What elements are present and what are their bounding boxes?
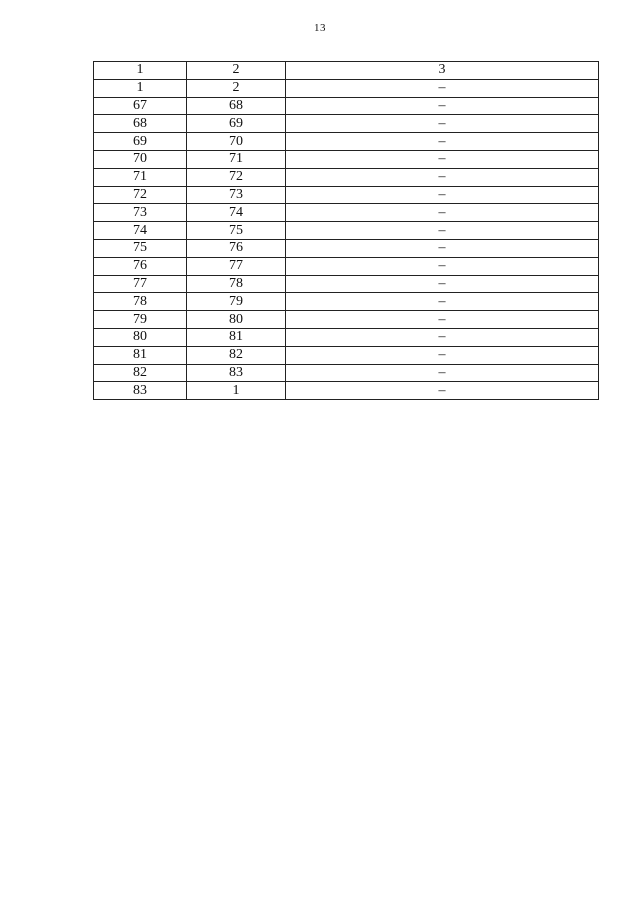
table-cell-col-2: 73	[187, 186, 286, 204]
table-cell-col-1: 67	[94, 97, 187, 115]
table-cell-col-1: 83	[94, 382, 187, 400]
table-cell-col-1: 71	[94, 168, 187, 186]
header-cell-3: 3	[286, 62, 599, 80]
table-cell-col-1: 69	[94, 133, 187, 151]
table-cell-col-2: 68	[187, 97, 286, 115]
table-row	[94, 239, 599, 257]
table-cell-col-2: 72	[187, 168, 286, 186]
table-cell-col-3: –	[286, 222, 599, 240]
table-row	[94, 204, 599, 222]
table-row	[94, 168, 599, 186]
table-cell-col-1: 75	[94, 239, 187, 257]
table-cell-col-2: 75	[187, 222, 286, 240]
table-cell-col-3: –	[286, 204, 599, 222]
table-cell-col-1: 79	[94, 311, 187, 329]
table-cell-col-3: –	[286, 97, 599, 115]
table-cell-col-3: –	[286, 168, 599, 186]
table-cell-col-3: –	[286, 346, 599, 364]
table-row	[94, 186, 599, 204]
table-cell-col-1: 1	[94, 79, 187, 97]
table-row	[94, 79, 599, 97]
page-number: 13	[314, 22, 326, 34]
table-row	[94, 133, 599, 151]
table-cell-col-3: –	[286, 239, 599, 257]
table-cell-col-2: 1	[187, 382, 286, 400]
table-row	[94, 364, 599, 382]
table-cell-col-2: 69	[187, 115, 286, 133]
table-row	[94, 382, 599, 400]
table-cell-col-1: 72	[94, 186, 187, 204]
table-cell-col-3: –	[286, 275, 599, 293]
table-cell-col-3: –	[286, 382, 599, 400]
table-header-row	[94, 62, 599, 80]
table-cell-col-1: 68	[94, 115, 187, 133]
table-cell-col-2: 79	[187, 293, 286, 311]
table-row	[94, 328, 599, 346]
table-cell-col-1: 80	[94, 328, 187, 346]
table-cell-col-3: –	[286, 133, 599, 151]
table-cell-col-1: 78	[94, 293, 187, 311]
table-cell-col-1: 73	[94, 204, 187, 222]
table-cell-col-2: 80	[187, 311, 286, 329]
data-table	[93, 61, 599, 400]
table-cell-col-3: –	[286, 186, 599, 204]
table-cell-col-2: 83	[187, 364, 286, 382]
table-cell-col-2: 77	[187, 257, 286, 275]
table-cell-col-1: 81	[94, 346, 187, 364]
table-cell-col-1: 70	[94, 150, 187, 168]
table-cell-col-2: 70	[187, 133, 286, 151]
header-cell-1: 1	[94, 62, 187, 80]
table-row	[94, 346, 599, 364]
header-cell-2: 2	[187, 62, 286, 80]
table-cell-col-1: 77	[94, 275, 187, 293]
table-cell-col-2: 81	[187, 328, 286, 346]
table-row	[94, 257, 599, 275]
table-row	[94, 150, 599, 168]
table-cell-col-3: –	[286, 364, 599, 382]
table-row	[94, 293, 599, 311]
table-cell-col-3: –	[286, 328, 599, 346]
table-cell-col-3: –	[286, 79, 599, 97]
table-row	[94, 115, 599, 133]
table-cell-col-3: –	[286, 150, 599, 168]
table-cell-col-3: –	[286, 311, 599, 329]
table-cell-col-2: 82	[187, 346, 286, 364]
table-cell-col-1: 74	[94, 222, 187, 240]
table-cell-col-2: 74	[187, 204, 286, 222]
table-cell-col-2: 2	[187, 79, 286, 97]
table-row	[94, 311, 599, 329]
table-cell-col-1: 76	[94, 257, 187, 275]
table-cell-col-1: 82	[94, 364, 187, 382]
table-cell-col-2: 76	[187, 239, 286, 257]
table-cell-col-3: –	[286, 257, 599, 275]
table-row	[94, 275, 599, 293]
table-row	[94, 97, 599, 115]
table-cell-col-2: 78	[187, 275, 286, 293]
table-row	[94, 222, 599, 240]
table-cell-col-2: 71	[187, 150, 286, 168]
table-body	[94, 62, 599, 400]
table-cell-col-3: –	[286, 115, 599, 133]
table-cell-col-3: –	[286, 293, 599, 311]
